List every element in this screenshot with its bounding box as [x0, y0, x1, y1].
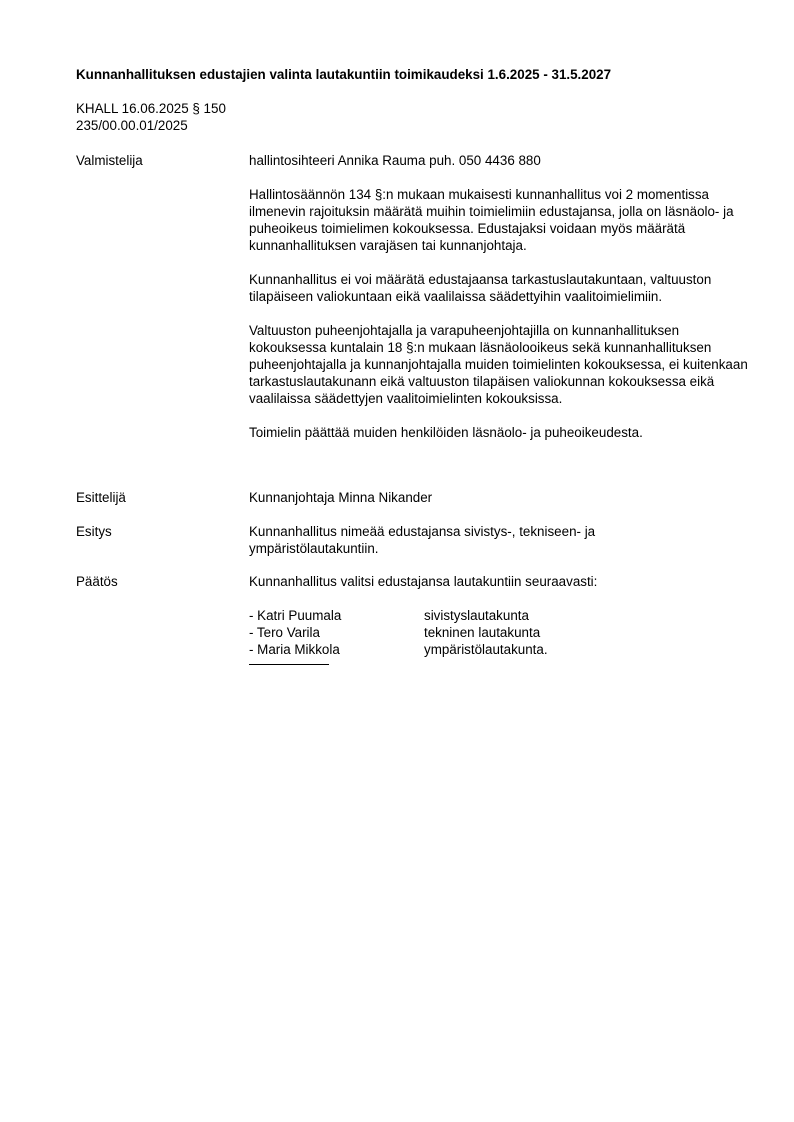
paragraph-3: Valtuuston puheenjohtajalla ja varapuheenjohtajilla on kunnanhallituksen kokouksessa kuntalain 18 §:n mukaan läsnäolooikeus sekä kunnanhallituksen puheenjohtajalla ja kunnanjohtajalla muiden toimielinten kokouksessa, ei kuitenkaan tarkastuslautakunann eikä valtuuston tilapäisen valiokunnan kokouksessa eikä vaalilaissa säädettyjen vaalitoimielinten kokouksissa. — [249, 323, 748, 406]
list-item — [249, 624, 749, 641]
representative-board: tekninen lautakunta — [424, 625, 541, 640]
paragraph-1: Hallintosäännön 134 §:n mukaan mukaisesti kunnanhallitus voi 2 momentissa ilmenevin rajoituksin määrätä muihin toimielimiin edustajansa, jolla on läsnäolo- ja puheoikeus toimielimen kokouksessa. Edustajaksi voidaan myös määrätä kunnanhallituksen varajäsen tai kunnanjohtaja. — [249, 187, 734, 253]
reference-block — [76, 100, 476, 134]
decision-text: Kunnanhallitus valitsi edustajansa lautakuntiin seuraavasti: — [249, 574, 598, 589]
representative-name: - Katri Puumala — [249, 608, 342, 623]
section-label-paatos: Päätös — [76, 574, 118, 589]
representative-board: ympäristölautakunta. — [424, 642, 548, 657]
list-item — [249, 607, 749, 624]
section-content-valmistelija — [249, 152, 749, 441]
representative-board: sivistyslautakunta — [424, 608, 529, 623]
representatives-list — [249, 607, 749, 658]
section-label-esittelija: Esittelijä — [76, 490, 126, 505]
representative-name: - Maria Mikkola — [249, 642, 340, 657]
section-label-valmistelija: Valmistelija — [76, 153, 143, 168]
section-content-esittelija: Kunnanjohtaja Minna Nikander — [249, 490, 433, 505]
preparer-line: hallintosihteeri Annika Rauma puh. 050 4436 880 — [249, 153, 541, 168]
paragraph-4: Toimielin päättää muiden henkilöiden läsnäolo- ja puheoikeudesta. — [249, 425, 643, 440]
meeting-reference: KHALL 16.06.2025 § 150 — [76, 101, 226, 116]
section-label-esitys: Esitys — [76, 524, 112, 539]
representative-name: - Tero Varila — [249, 625, 320, 640]
record-number: 235/00.00.01/2025 — [76, 118, 188, 133]
end-rule — [249, 664, 329, 665]
section-content-paatos — [249, 573, 749, 665]
paragraph-2: Kunnanhallitus ei voi määrätä edustajaansa tarkastuslautakuntaan, valtuuston tilapäiseen valiokuntaan eikä vaalilaissa säädettyihin vaalitoimielimiin. — [249, 272, 712, 304]
document-title: Kunnanhallituksen edustajien valinta lautakuntiin toimikaudeksi 1.6.2025 - 31.5.2027 — [76, 67, 612, 82]
section-content-esitys: Kunnanhallitus nimeää edustajansa sivistys-, tekniseen- ja ympäristölautakuntiin. — [249, 524, 596, 556]
list-item — [249, 641, 749, 658]
